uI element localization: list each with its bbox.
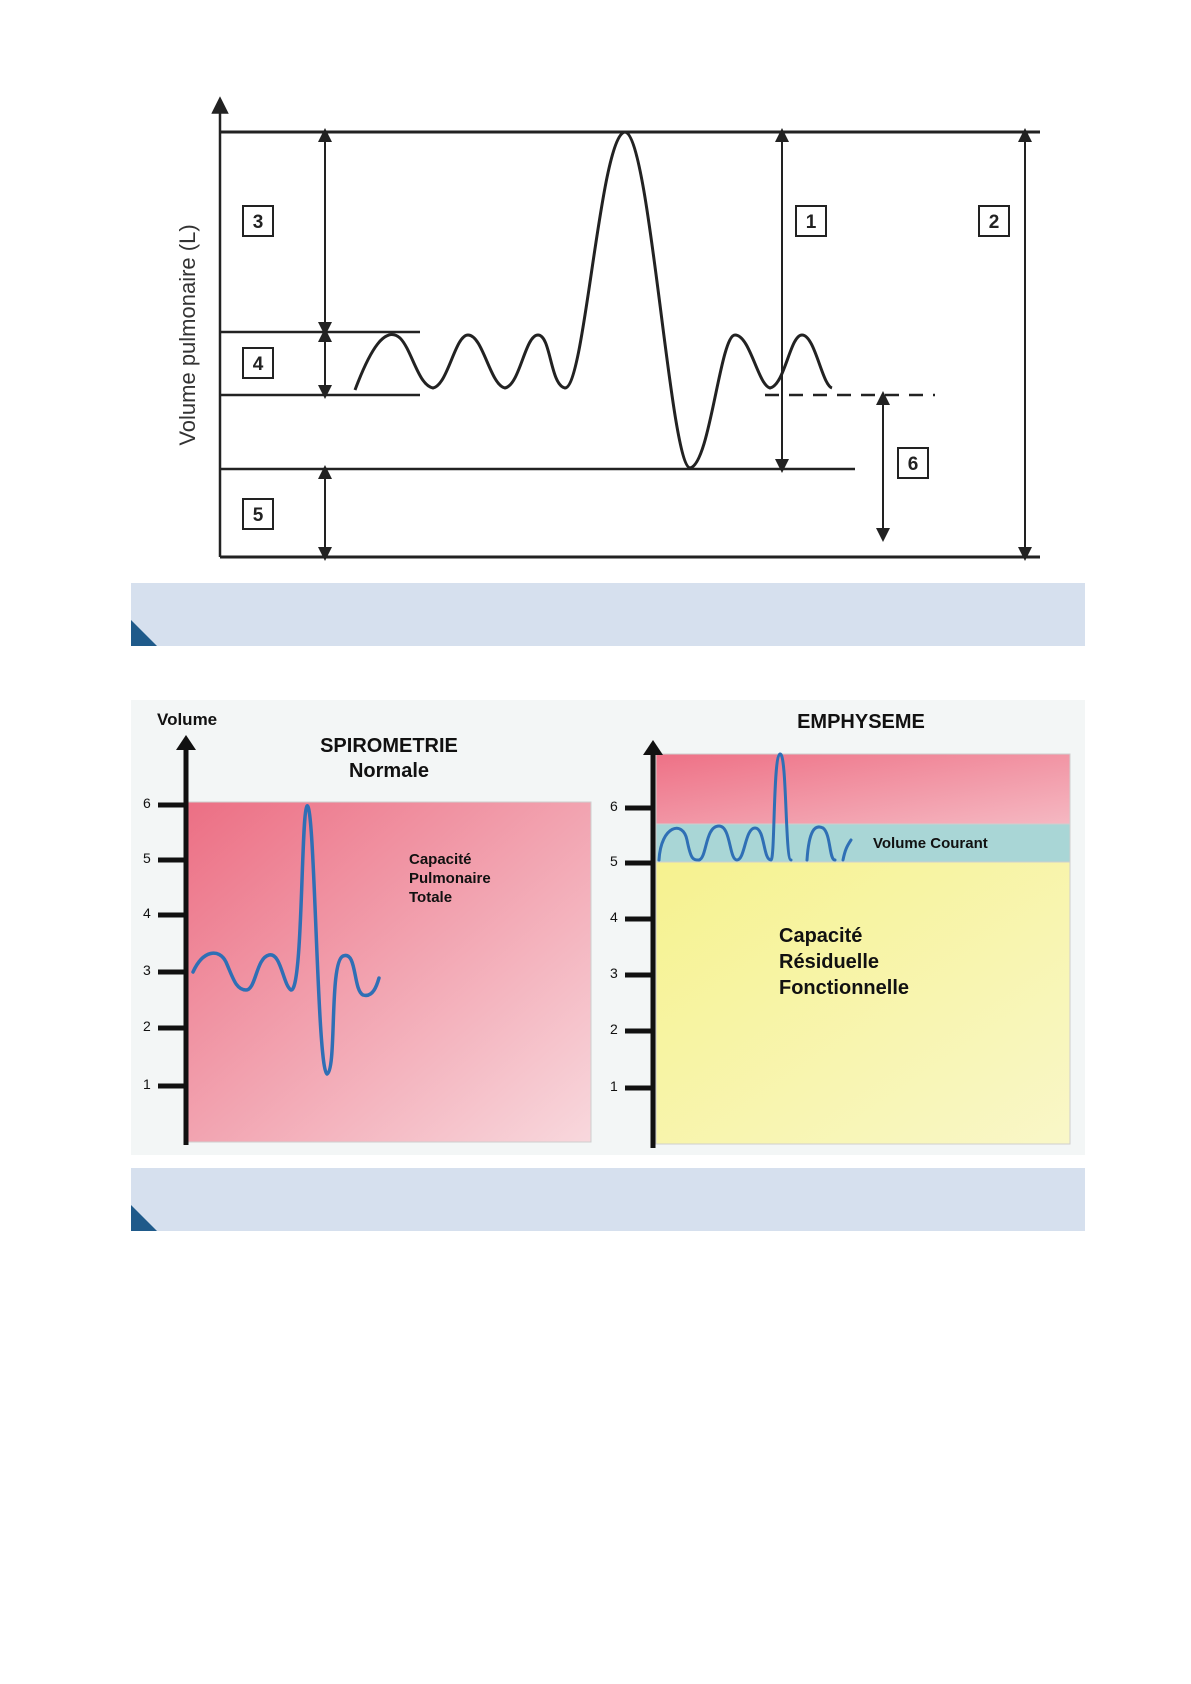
svg-text:5: 5 [143,850,151,866]
svg-text:2: 2 [610,1021,618,1037]
frc-label-1: Capacité [779,925,863,947]
caption-corner-1 [131,620,157,646]
svg-text:6: 6 [610,798,618,814]
svg-text:2: 2 [143,1018,151,1034]
tidal-volume-label: Volume Courant [873,835,988,852]
normal-title-line2: Normale [348,760,430,782]
label-box-4 [243,348,273,378]
svg-text:5: 5 [610,853,618,869]
svg-text:4: 4 [143,905,151,921]
svg-text:4: 4 [252,354,264,375]
svg-text:3: 3 [610,965,618,981]
emphysema-frc-area [656,862,1070,1144]
normal-region-label-3: Totale [409,889,453,906]
emphysema-panel [610,711,1070,1148]
label-box-1 [796,206,826,236]
normal-region-label-2: Pulmonaire [409,870,491,887]
label-box-6 [898,448,928,478]
svg-text:3: 3 [252,212,264,233]
svg-text:1: 1 [610,1078,618,1094]
svg-text:1: 1 [805,212,817,233]
label-box-3 [243,206,273,236]
normal-region-label-1: Capacité [409,851,472,868]
frc-label-3: Fonctionnelle [779,977,909,999]
svg-text:3: 3 [143,962,151,978]
normal-title-line1: SPIROMETRIE [320,735,458,757]
caption-bar-1 [131,583,1085,646]
normal-total-capacity-area [186,802,591,1142]
spirogram-diagram [150,95,1050,575]
emphysema-top-area [656,754,1070,824]
svg-text:5: 5 [252,505,264,526]
frc-label-2: Résiduelle [779,951,880,973]
label-box-5 [243,499,273,529]
spirometry-comparison [131,700,1085,1155]
svg-text:6: 6 [907,454,919,475]
svg-text:6: 6 [143,795,151,811]
volume-axis-title: Volume [157,710,218,729]
svg-text:1: 1 [143,1076,151,1092]
y-axis-label: Volume pulmonaire (L) [175,224,200,446]
spirogram-trace [355,132,832,468]
caption-bar-2 [131,1168,1085,1231]
emphysema-title: EMPHYSEME [797,711,925,733]
emphysema-tidal-area [656,824,1070,862]
label-box-2 [979,206,1009,236]
svg-text:4: 4 [610,909,618,925]
caption-corner-2 [131,1205,157,1231]
svg-text:2: 2 [988,212,1000,233]
